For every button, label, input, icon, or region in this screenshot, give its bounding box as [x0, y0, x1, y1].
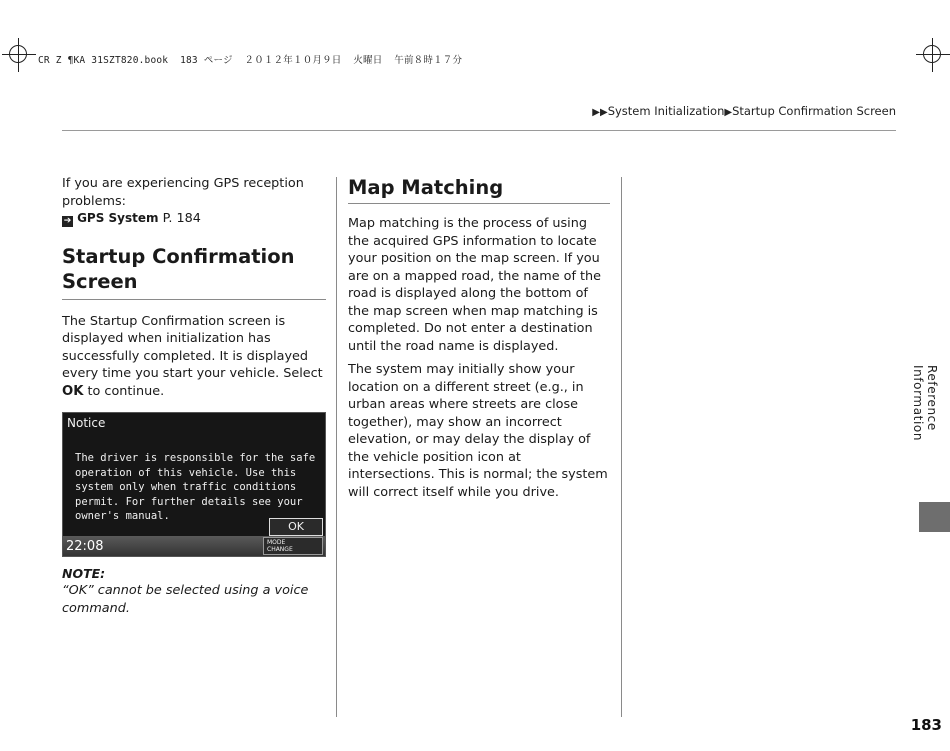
- gps-intro-text: If you are experiencing GPS reception problems:: [62, 176, 304, 209]
- map-matching-para-1: Map matching is the process of using the acquired GPS information to locate your position on the map screen. If you are on a mapped road, the name of the road is displayed along the bottom of the map screen when map matching is completed. Do not enter a destination until the road name is displayed.: [348, 216, 602, 354]
- screen-ok-button[interactable]: OK: [269, 518, 323, 536]
- breadcrumb-separator: ▶: [724, 107, 733, 118]
- breadcrumb-arrows: ▶▶: [592, 107, 608, 118]
- heading-rule: [62, 299, 326, 300]
- arrow-right-box-icon: ➔: [63, 216, 72, 226]
- xref-page: P. 184: [162, 211, 201, 226]
- screen-clock: 22:08: [66, 539, 104, 554]
- xref-label: GPS System: [77, 211, 159, 225]
- right-column: [348, 175, 610, 501]
- printer-slug: CR Z ¶KA 31SZT820.book 183 ページ ２０１２年１０月９日 火曜日 午前８時１７分: [38, 55, 463, 66]
- screen-mode-change-button[interactable]: MODE CHANGE: [263, 537, 323, 555]
- reference-information-tab[interactable]: [919, 502, 950, 532]
- map-matching-heading: Map Matching: [348, 176, 504, 199]
- ok-keyword: OK: [62, 383, 84, 399]
- page-number: 183: [910, 716, 942, 734]
- breadcrumb-startup-confirmation[interactable]: Startup Confirmation Screen: [732, 104, 896, 118]
- note-text: “OK” cannot be selected using a voice command.: [62, 583, 309, 616]
- side-tab-label: Reference Information: [911, 365, 939, 442]
- breadcrumb-system-initialization[interactable]: System Initialization: [607, 104, 725, 118]
- column-divider-right: [621, 177, 622, 717]
- gps-system-xref[interactable]: [62, 210, 326, 228]
- crop-mark-left: [4, 40, 34, 70]
- startup-confirmation-heading: Startup Confirmation Screen: [62, 244, 295, 293]
- crop-mark-right: [918, 40, 948, 70]
- map-matching-para-2: The system may initially show your location on a different street (e.g., in urban areas where streets are close together), may show an incorrect elevation, or may delay the display of the vehicle position icon at intersections. This is normal; the system will correct itself while you drive.: [348, 362, 608, 500]
- screen-message: The driver is responsible for the safe operation of this vehicle. Use this system only when traffic conditions permit. For further details see your owner's manual.: [75, 452, 316, 522]
- header-rule: [62, 130, 896, 131]
- notice-screen-image: [62, 412, 326, 557]
- startup-body-text: The Startup Confirmation screen is displayed when initialization has successfully completed. It is displayed every time you start your vehicle. Select OK to continue.: [62, 313, 323, 399]
- note-heading: NOTE:: [62, 566, 106, 581]
- breadcrumb: [592, 104, 896, 118]
- screen-title: Notice: [67, 416, 106, 430]
- column-divider-left: [336, 177, 337, 717]
- left-column: [62, 175, 326, 617]
- map-heading-rule: [348, 203, 610, 204]
